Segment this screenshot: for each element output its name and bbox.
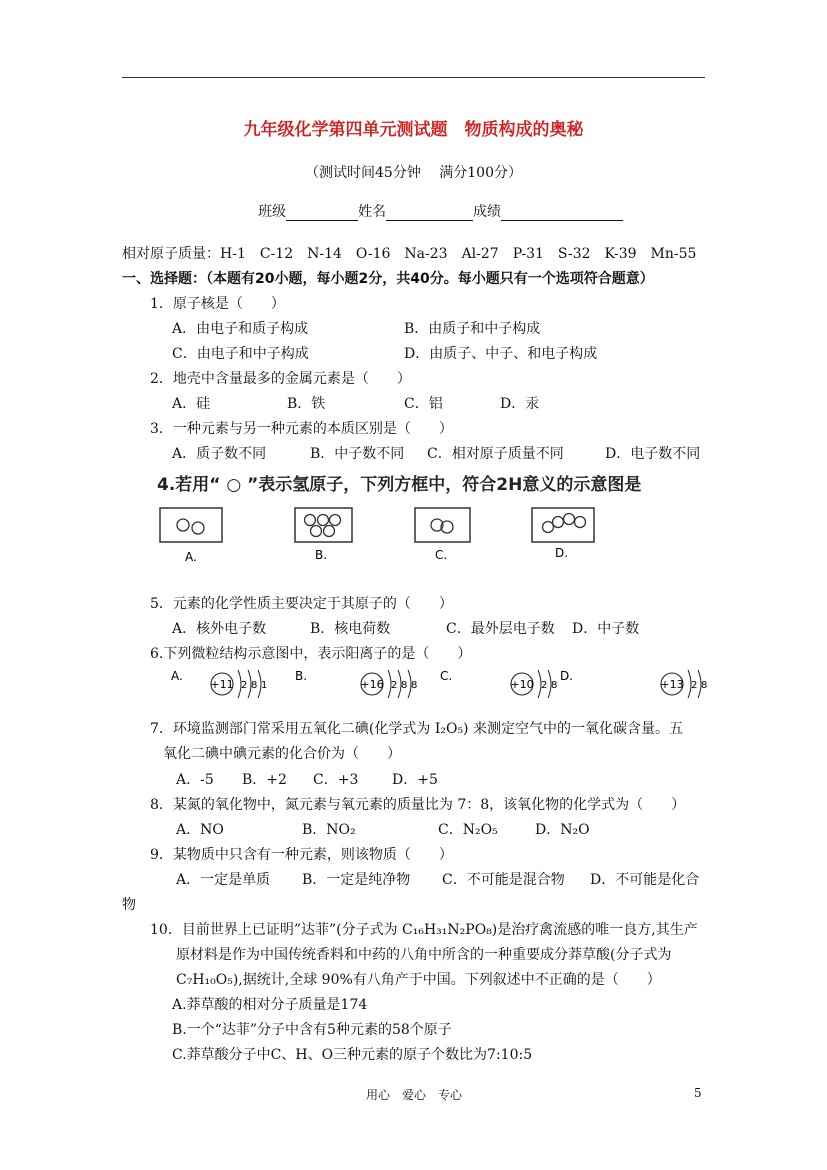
q9-option-a: A．一定是单质 xyxy=(176,872,271,888)
q1-option-a: A．由电子和质子构成 xyxy=(172,321,309,337)
q4-diagrams xyxy=(155,505,595,567)
q6-ion-b-nucleus: +16 xyxy=(360,678,384,691)
q1-stem: 1．原子核是（ ） xyxy=(150,296,285,312)
q6-label-b: B. xyxy=(295,669,308,683)
q6-ion-c-shell-1: 2 xyxy=(541,680,548,691)
q8-option-a: A．NO xyxy=(176,822,224,838)
q3-option-c: C．相对原子质量不同 xyxy=(427,446,564,462)
q7-stem-line-1: 7．环境监测部门常采用五氧化二碘(化学式为 I₂O₅) 来测定空气中的一氧化碳含量。五 xyxy=(150,721,683,737)
q2-stem: 2．地壳中含量最多的金属元素是（ ） xyxy=(150,371,411,387)
q10-option-b: B.一个“达菲”分子中含有5种元素的58个原子 xyxy=(172,1022,452,1038)
q5-option-b: B．核电荷数 xyxy=(310,621,391,637)
q9-option-c: C．不可能是混合物 xyxy=(442,872,565,888)
q2-option-a: A．硅 xyxy=(172,396,211,412)
q6-label-d: D. xyxy=(560,669,574,683)
q7-option-b: B．+2 xyxy=(242,772,287,788)
q9-option-d: D．不可能是化合 xyxy=(590,872,700,888)
q6-ion-b-shell-2: 8 xyxy=(401,680,408,691)
q8-option-b: B．NO₂ xyxy=(302,822,356,838)
atomic-mass-line: 相对原子质量：H-1 C-12 N-14 O-16 Na-23 Al-27 P-31 S-32 K-39 Mn-55 xyxy=(122,246,697,262)
q8-option-d: D．N₂O xyxy=(535,822,590,838)
q9-stem: 9．某物质中只含有一种元素，则该物质（ ） xyxy=(150,847,453,863)
q10-stem-line-3: C₇H₁₀O₅),据统计,全球 90%有八角产于中国。下列叙述中不正确的是（ ） xyxy=(176,972,661,988)
q3-option-b: B．中子数不同 xyxy=(310,446,405,462)
q9-option-d-wrap: 物 xyxy=(122,897,136,913)
q5-option-c: C．最外层电子数 xyxy=(446,621,555,637)
footer-motto: 用心 爱心 专心 xyxy=(366,1088,463,1102)
q6-stem: 6.下列微粒结构示意图中，表示阳离子的是（ ） xyxy=(150,646,472,662)
q6-ion-b xyxy=(360,670,417,698)
q4-label-b: B. xyxy=(315,548,328,562)
student-info-row xyxy=(258,201,623,221)
q6-ion-a-shell-2: 8 xyxy=(251,680,258,691)
q8-option-c: C．N₂O₅ xyxy=(438,822,498,838)
q7-option-d: D．+5 xyxy=(392,772,438,788)
q1-option-c: C．由电子和中子构成 xyxy=(172,346,309,362)
q10-stem-line-1: 10．目前世界上已证明”达菲”(分子式为 C₁₆H₃₁N₂PO₈)是治疗禽流感的唯一良方,其生产 xyxy=(150,922,698,938)
q1-option-d: D．由质子、中子、和电子构成 xyxy=(404,346,598,362)
class-blank[interactable] xyxy=(286,206,358,221)
q6-ion-d-shell-2: 8 xyxy=(701,680,708,691)
q6-ion-d-nucleus: +13 xyxy=(660,678,684,691)
q10-option-a: A.莽草酸的相对分子质量是174 xyxy=(172,997,368,1013)
q4-box-d xyxy=(532,508,594,542)
q7-option-a: A．-5 xyxy=(176,772,214,788)
q2-option-c: C．铝 xyxy=(404,396,443,412)
header-rule xyxy=(122,77,705,78)
score-label: 成绩 xyxy=(473,204,501,220)
q6-ion-a-nucleus: +11 xyxy=(210,678,234,691)
q4-label-d: D. xyxy=(555,546,569,560)
q10-option-c: C.莽草酸分子中C、H、O三种元素的原子个数比为7:10:5 xyxy=(172,1047,533,1063)
q6-ion-a-shell-1: 2 xyxy=(241,680,248,691)
name-blank[interactable] xyxy=(386,206,473,221)
q6-structure-diagrams xyxy=(165,663,725,705)
q1-option-b: B．由质子和中子构成 xyxy=(404,321,541,337)
q5-option-d: D．中子数 xyxy=(572,621,640,637)
q7-option-c: C．+3 xyxy=(313,772,359,788)
q6-ion-c-nucleus: +10 xyxy=(510,678,534,691)
q4-box-c xyxy=(415,508,470,542)
score-blank[interactable] xyxy=(501,206,623,221)
q6-ion-c xyxy=(510,670,557,698)
q8-stem: 8．某氮的氧化物中，氮元素与氧元素的质量比为 7：8，该氧化物的化学式为（ ） xyxy=(150,797,686,813)
q2-option-d: D．汞 xyxy=(500,396,540,412)
q6-ion-b-shell-3: 8 xyxy=(411,680,418,691)
q6-label-a: A. xyxy=(171,669,183,683)
q4-box-b xyxy=(295,508,352,542)
q6-ion-a xyxy=(210,670,267,698)
q7-stem-line-2: 氧化二碘中碘元素的化合价为（ ） xyxy=(163,746,401,762)
q5-stem: 5．元素的化学性质主要决定于其原子的（ ） xyxy=(150,596,453,612)
q6-ion-c-shell-2: 8 xyxy=(551,680,558,691)
page-title: 九年级化学第四单元测试题 物质构成的奥秘 xyxy=(243,120,584,140)
q3-option-a: A．质子数不同 xyxy=(172,446,267,462)
q3-stem: 3．一种元素与另一种元素的本质区别是（ ） xyxy=(150,421,453,437)
q2-option-b: B．铁 xyxy=(287,396,326,412)
q9-option-b: B．一定是纯净物 xyxy=(302,872,411,888)
name-label: 姓名 xyxy=(358,204,386,220)
q6-ion-a-shell-3: 1 xyxy=(261,680,268,691)
q6-ion-d-shell-1: 2 xyxy=(691,680,698,691)
q3-option-d: D．电子数不同 xyxy=(605,446,701,462)
test-info: （测试时间45分钟 满分100分） xyxy=(305,165,522,181)
q10-stem-line-2: 原材料是作为中国传统香料和中药的八角中所含的一种重要成分莽草酸(分子式为 xyxy=(176,947,672,963)
q6-ion-d xyxy=(660,670,707,698)
q4-label-c: C. xyxy=(435,548,448,562)
q4-label-a: A. xyxy=(185,550,197,564)
page-number: 5 xyxy=(694,1086,702,1100)
q6-ion-b-shell-1: 2 xyxy=(391,680,398,691)
q4-stem: 4.若用“ ○ ”表示氢原子，下列方框中，符合2H意义的示意图是 xyxy=(157,475,642,495)
q5-option-a: A．核外电子数 xyxy=(172,621,267,637)
q6-label-c: C. xyxy=(440,669,453,683)
class-label: 班级 xyxy=(258,204,286,220)
section-1-heading: 一、选择题：（本题有20小题，每小题2分，共40分。每小题只有一个选项符合题意） xyxy=(122,271,654,287)
q4-box-a xyxy=(160,508,222,542)
